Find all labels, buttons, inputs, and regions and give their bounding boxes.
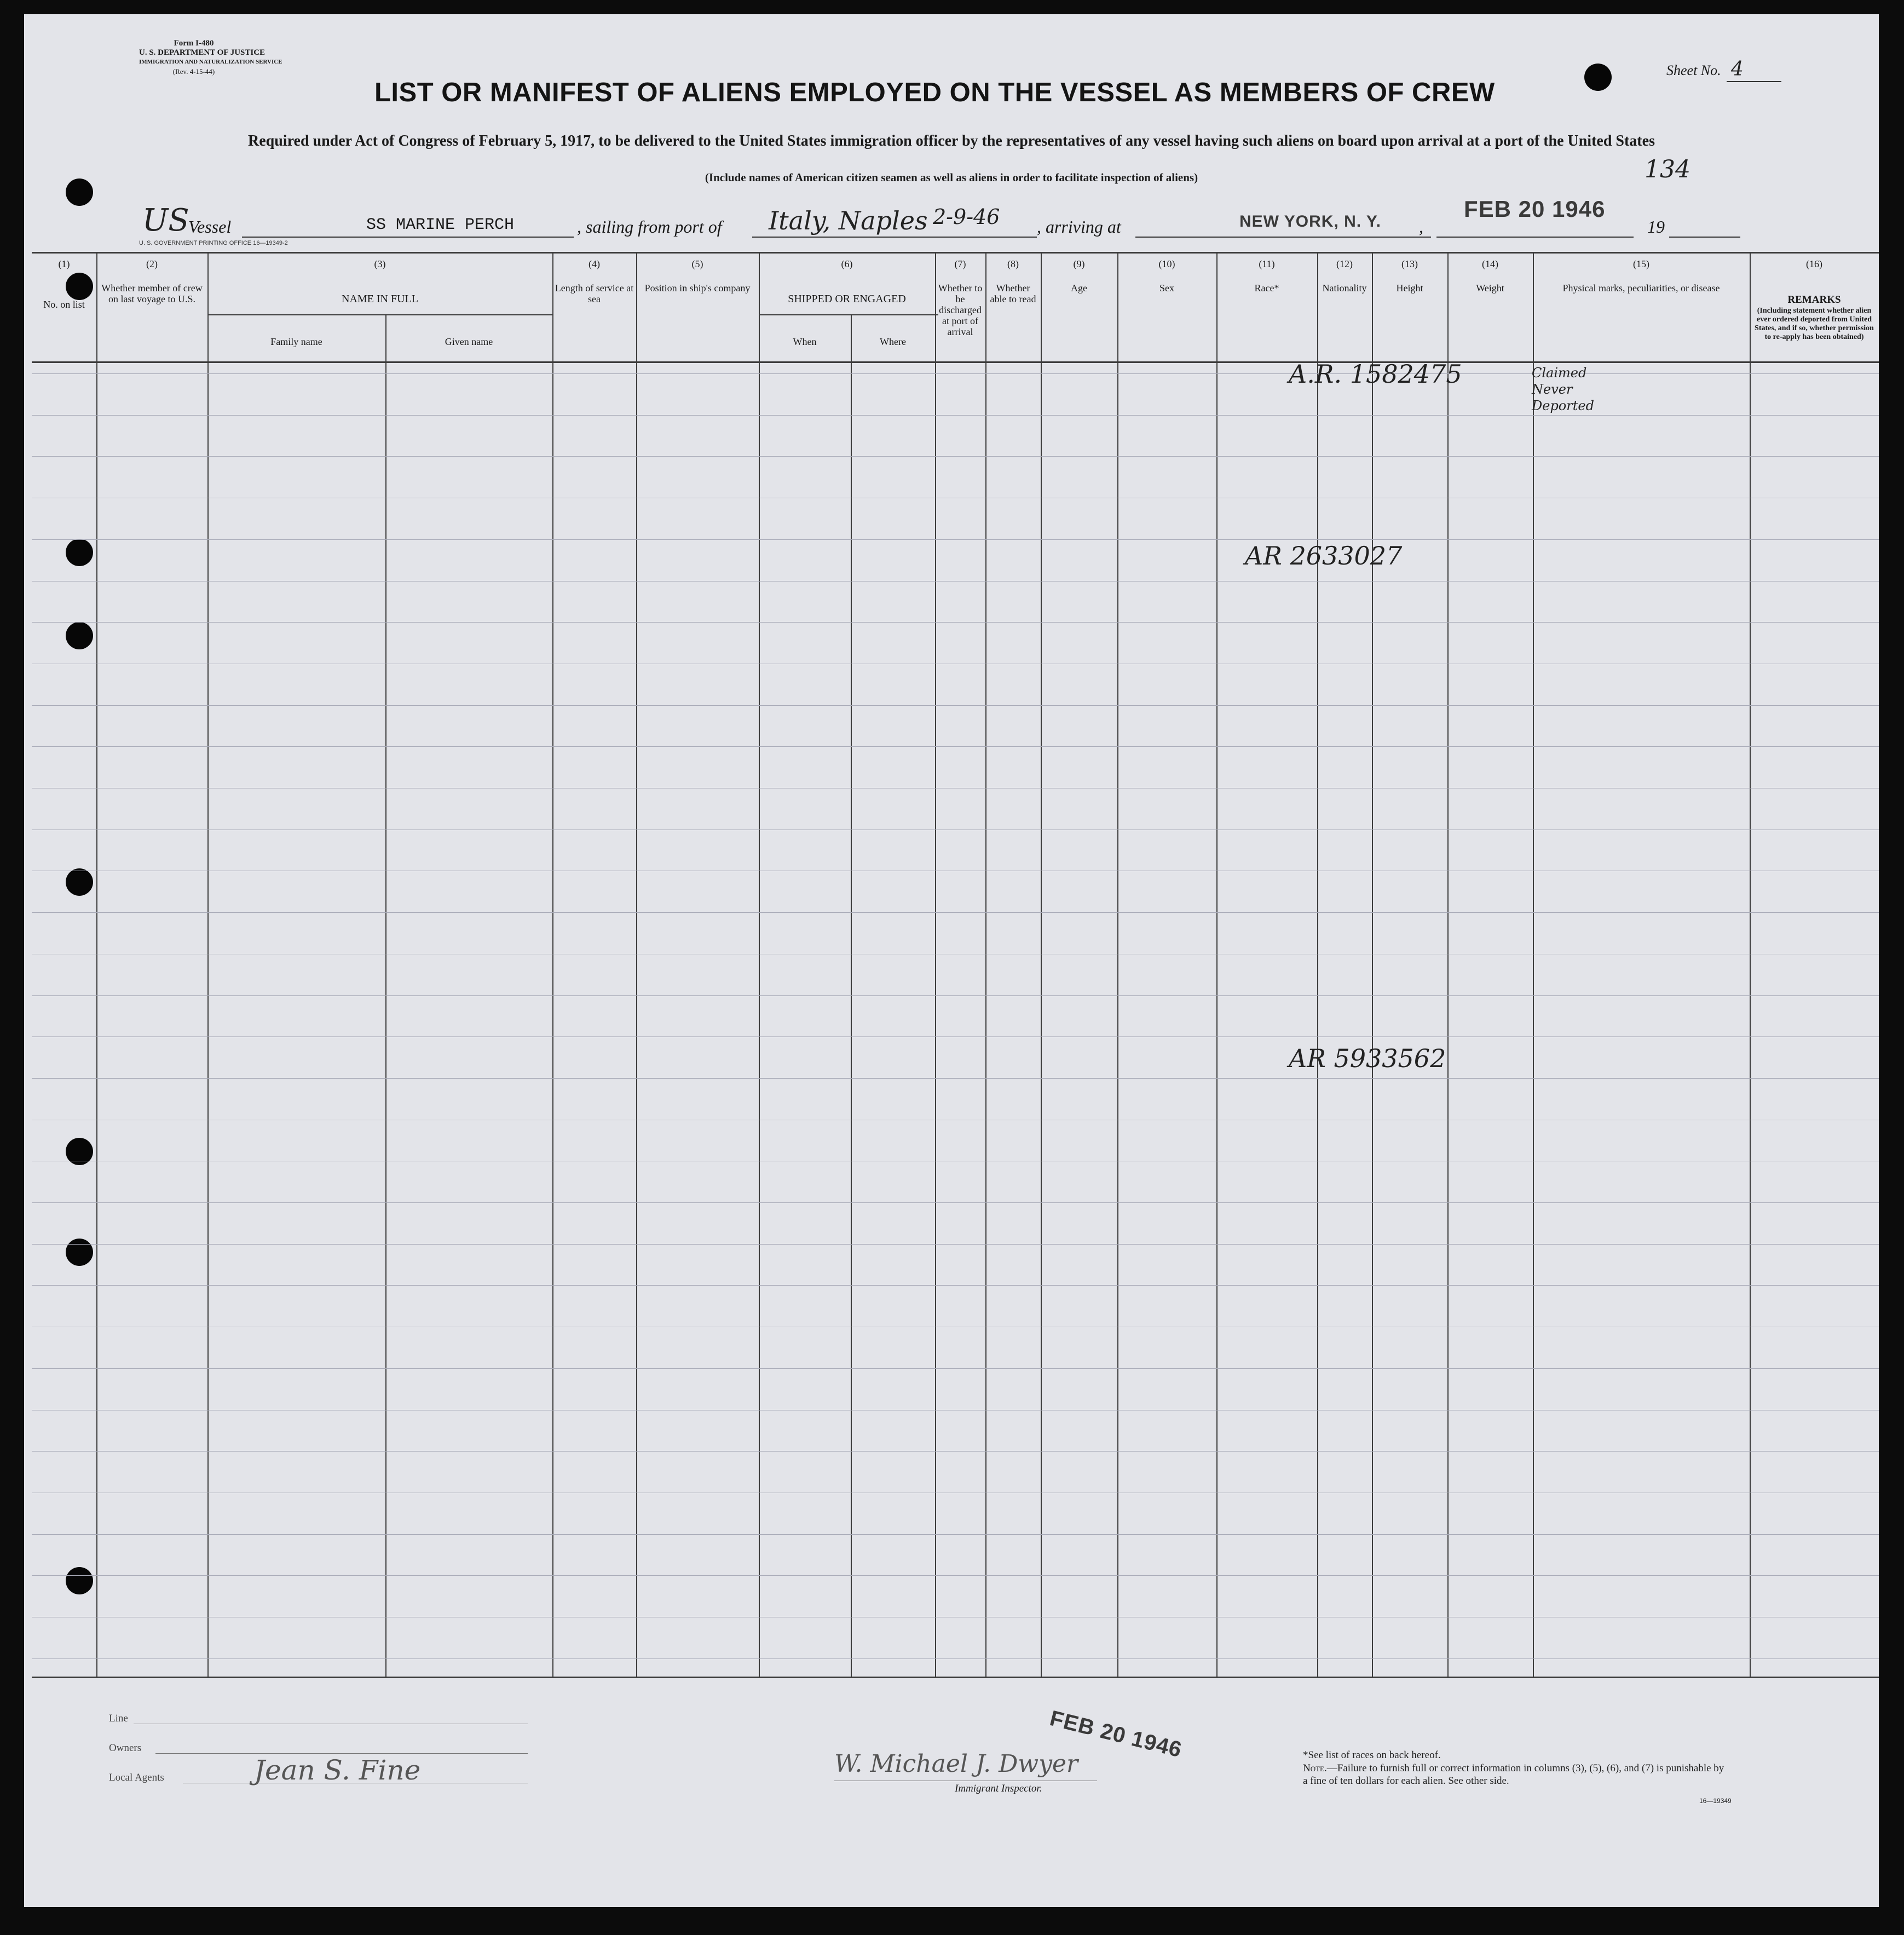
column-subheader: Where	[880, 336, 906, 347]
column-number: (8)	[1007, 258, 1019, 269]
claimed-note: Claimed Never Deported	[1532, 365, 1594, 413]
comma: ,	[1419, 217, 1423, 237]
alien-registration-17: AR 5933562	[1289, 1044, 1446, 1073]
column-number: (1)	[58, 258, 70, 269]
document-title: LIST OR MANIFEST OF ALIENS EMPLOYED ON THE VESSEL AS MEMBERS OF CREW	[374, 78, 1495, 107]
include-note: (Include names of American citizen seamen as well as aliens in order to facilitate inspection of aliens)	[705, 171, 1198, 184]
column-number: (16)	[1806, 258, 1822, 269]
sailing-label: , sailing from port of	[577, 217, 722, 237]
column-header: REMARKS	[1787, 294, 1841, 306]
sheet-number-label: Sheet No.	[1666, 62, 1721, 78]
column-header: Length of service at sea	[555, 283, 634, 304]
column-header: Age	[1071, 283, 1087, 293]
column-number: (7)	[954, 258, 966, 269]
column-number: (12)	[1336, 258, 1353, 269]
column-header: Weight	[1476, 283, 1504, 293]
arriving-label: , arriving at	[1037, 217, 1121, 237]
column-number: (13)	[1401, 258, 1418, 269]
column-subheader: Given name	[445, 336, 493, 347]
column-number: (11)	[1259, 258, 1275, 269]
manifest-sheet	[24, 14, 1879, 1907]
column-number: (9)	[1073, 258, 1085, 269]
form-code: 16—19349	[1699, 1797, 1732, 1805]
arriving-port-stamp: NEW YORK, N. Y.	[1239, 212, 1381, 231]
column-number: (3)	[374, 258, 386, 269]
inspector-label: Immigrant Inspector.	[955, 1783, 1042, 1794]
column-header: Position in ship's company	[644, 283, 751, 293]
race-note: *See list of races on back hereof.	[1303, 1749, 1441, 1761]
service-check-strokes	[24, 14, 1879, 1712]
service-name: IMMIGRATION AND NATURALIZATION SERVICE	[139, 59, 282, 65]
department-name: U. S. DEPARTMENT OF JUSTICE	[139, 48, 266, 57]
column-number: (15)	[1633, 258, 1649, 269]
column-header: NAME IN FULL	[342, 293, 418, 305]
year-label: 19	[1647, 217, 1665, 237]
form-revision: (Rev. 4-15-44)	[172, 67, 215, 76]
agent-signature: Jean S. Fine	[254, 1754, 421, 1786]
column-header: Physical marks, peculiarities, or disease	[1562, 283, 1720, 293]
column-header: Whether able to read	[990, 283, 1036, 304]
column-number: (5)	[691, 258, 703, 269]
footer-date-stamp: FEB 20 1946	[1047, 1706, 1185, 1763]
alien-registration-1: A.R. 1582475	[1289, 359, 1462, 389]
column-header: No. on list	[43, 299, 85, 310]
column-number: (14)	[1482, 258, 1498, 269]
vessel-flag: US	[142, 203, 189, 238]
column-number: (10)	[1158, 258, 1175, 269]
sailing-port: Italy, Naples	[769, 206, 928, 235]
column-header: Height	[1396, 283, 1423, 293]
alien-registration-5: AR 2633027	[1245, 541, 1403, 571]
arrival-date-stamp: FEB 20 1946	[1464, 196, 1606, 222]
form-number: Form I-480	[174, 39, 214, 48]
column-header: Nationality	[1322, 283, 1367, 293]
vessel-label: Vessel	[188, 217, 232, 237]
sheet-number: 4	[1731, 58, 1744, 80]
agents-label: Local Agents	[109, 1772, 164, 1783]
column-header: Sex	[1159, 283, 1174, 293]
document-subtitle: Required under Act of Congress of February 5, 1917, to be delivered to the United States immigration officer by the representatives of any vessel having such aliens on board upon arrival at a port of the United States	[248, 133, 1655, 149]
page-number: 134	[1645, 156, 1690, 183]
column-number: (2)	[146, 258, 158, 269]
column-subheader: Family name	[270, 336, 322, 347]
column-header: Whether to be discharged at port of arrival	[938, 283, 983, 337]
vessel-name: SS MARINE PERCH	[366, 216, 515, 234]
fine-note: Note.—Failure to furnish full or correct information in columns (3), (5), (6), and (7) is punishable by a fine of ten dollars for each alien. See other side.	[1303, 1763, 1724, 1787]
column-header: SHIPPED OR ENGAGED	[788, 293, 906, 305]
printing-office: U. S. GOVERNMENT PRINTING OFFICE 16—19349-2	[139, 240, 288, 246]
owners-label: Owners	[109, 1742, 142, 1754]
inspector-signature: W. Michael J. Dwyer	[834, 1750, 1078, 1778]
column-header: Race*	[1254, 283, 1279, 293]
column-header: Whether member of crew on last voyage to U.S.	[101, 283, 203, 304]
sailing-date: 2-9-46	[933, 205, 1000, 229]
column-number: (4)	[588, 258, 600, 269]
column-number: (6)	[841, 258, 853, 269]
column-subheader: When	[793, 336, 817, 347]
line-label: Line	[109, 1713, 128, 1724]
column-subheader: (Including statement whether alien ever ordered deported from United States, and if so, whether permission to re-apply has been obtained)	[1755, 307, 1874, 341]
